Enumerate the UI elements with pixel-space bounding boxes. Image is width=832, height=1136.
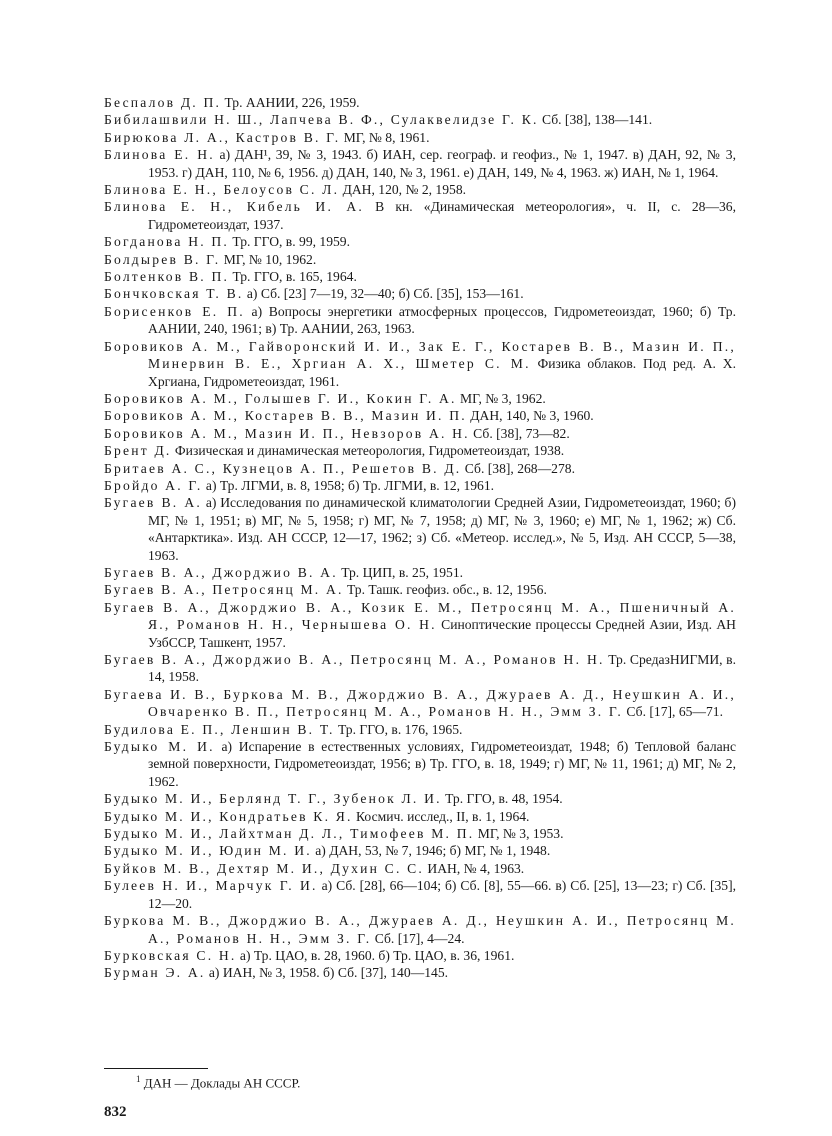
reference-authors: Борисенков Е. П. bbox=[104, 303, 245, 319]
reference-source: а) Исследования по динамической климатологии Средней Азии, Гидрометеоиздат, 1960; б) МГ, № 1, 1951; в) МГ, № 5, 1958; г) МГ, № 7, 1958; д) МГ, № 3, 1960; е) МГ, № 1, 1962; ж) Сб. «Антарктика». Изд. АН СССР, 12—17, 1962; з) Сб. «Метеор. исслед.», № 5, Изд. АН СССР, 5—38, 1963. bbox=[148, 495, 736, 563]
reference-authors: Булеев Н. И., Марчук Г. И. bbox=[104, 878, 318, 894]
footnote-divider bbox=[104, 1068, 208, 1069]
reference-source: а) Сб. [28], 66—104; б) Сб. [8], 55—66. в) Сб. [25], 13—23; г) Сб. [35], 12—20. bbox=[148, 878, 736, 911]
reference-source: Тр. ГГО, в. 176, 1965. bbox=[334, 721, 463, 737]
reference-entry bbox=[104, 947, 736, 964]
reference-authors: Блинова Е. Н., Кибель И. А. bbox=[104, 199, 365, 215]
reference-authors: Бритаев А. С., Кузнецов А. П., Решетов В. Д. bbox=[104, 460, 462, 476]
reference-entry bbox=[104, 268, 736, 285]
reference-authors: Бугаев В. А., Джорджио В. А. bbox=[104, 564, 338, 580]
reference-source: МГ, № 3, 1953. bbox=[474, 826, 564, 842]
page-number: 832 bbox=[104, 1104, 127, 1120]
reference-source: Тр. Ташк. геофиз. обс., в. 12, 1956. bbox=[343, 582, 547, 598]
reference-source: Физическая и динамическая метеорология, Гидрометеоиздат, 1938. bbox=[171, 443, 565, 459]
reference-source: Синоптические процессы Средней Азии, Изд. АН УзбССР, Ташкент, 1957. bbox=[148, 617, 736, 650]
reference-entry bbox=[104, 198, 736, 233]
reference-source: Тр. ЦИП, в. 25, 1951. bbox=[337, 564, 464, 580]
reference-authors: Бугаев В. А., Джорджио В. А., Петросянц М. А., Романов Н. Н. bbox=[104, 652, 605, 667]
reference-authors: Будыко М. И., Юдин М. И. bbox=[104, 843, 312, 859]
reference-source: Тр. ГГО, в. 99, 1959. bbox=[229, 234, 350, 250]
reference-entry bbox=[104, 790, 736, 807]
reference-source: а) ДАН¹, 39, № 3, 1943. б) ИАН, сер. географ. и геофиз., № 1, 1947. в) ДАН, 92, № 3, 1953. г) ДАН, 110, № 6, 1956. д) ДАН, 140, № 3, 1961. е) ДАН, 149, № 4, 1963. ж) ИАН, № 1, 1964. bbox=[148, 147, 737, 180]
footnote-text: ДАН — Доклады АН СССР. bbox=[140, 1075, 301, 1091]
reference-source: МГ, № 10, 1962. bbox=[220, 251, 317, 267]
reference-source: Сб. [17], 4—24. bbox=[371, 930, 465, 946]
reference-authors: Будыко М. И., Лайхтман Д. Л., Тимофеев М. П. bbox=[104, 826, 475, 842]
reference-source: а) Вопросы энергетики атмосферных процессов, Гидрометеоиздат, 1960; б) Тр. ААНИИ, 240, 1961; в) Тр. ААНИИ, 263, 1963. bbox=[148, 303, 736, 337]
reference-authors: Брент Д. bbox=[104, 443, 172, 459]
reference-entry bbox=[104, 146, 736, 181]
footnote-marker: 1 bbox=[136, 1074, 141, 1084]
reference-source: Тр. ААНИИ, 226, 1959. bbox=[221, 95, 360, 110]
footnote bbox=[136, 1071, 300, 1091]
reference-entry bbox=[104, 129, 736, 146]
reference-entry bbox=[104, 442, 736, 459]
reference-authors: Бугаев В. А. bbox=[104, 495, 203, 511]
reference-source: МГ, № 8, 1961. bbox=[340, 129, 430, 145]
reference-entry bbox=[104, 686, 736, 721]
reference-source: Тр. СредазНИГМИ, в. 14, 1958. bbox=[148, 652, 736, 685]
reference-entry bbox=[104, 581, 736, 598]
reference-entry bbox=[104, 825, 736, 842]
reference-entry bbox=[104, 877, 736, 912]
reference-authors: Боровиков А. М., Костарев В. В., Мазин И. П. bbox=[104, 408, 467, 424]
reference-authors: Блинова Е. Н., Белоусов С. Л. bbox=[104, 182, 340, 198]
reference-entry bbox=[104, 964, 736, 981]
reference-source: а) Тр. ЛГМИ, в. 8, 1958; б) Тр. ЛГМИ, в. 12, 1961. bbox=[202, 477, 495, 493]
reference-entry bbox=[104, 494, 736, 564]
reference-source: Тр. ГГО, в. 165, 1964. bbox=[229, 269, 357, 285]
reference-entry bbox=[104, 808, 736, 825]
reference-source: В кн. «Динамическая метеорология», ч. II, с. 28—36, Гидрометеоиздат, 1937. bbox=[148, 199, 736, 232]
reference-source: Сб. [17], 65—71. bbox=[623, 704, 723, 720]
reference-source: а) ДАН, 53, № 7, 1946; б) МГ, № 1, 1948. bbox=[311, 843, 551, 859]
reference-authors: Бугаев В. А., Петросянц М. А. bbox=[104, 582, 344, 598]
reference-authors: Боровиков А. М., Мазин И. П., Невзоров А. Н. bbox=[104, 425, 470, 441]
reference-entry bbox=[104, 651, 736, 686]
reference-source: Сб. [38], 268—278. bbox=[461, 460, 575, 476]
reference-authors: Болтенков В. П. bbox=[104, 269, 230, 285]
reference-entry bbox=[104, 860, 736, 877]
reference-entry bbox=[104, 842, 736, 859]
reference-source: Космич. исслед., II, в. 1, 1964. bbox=[352, 808, 530, 824]
reference-entry bbox=[104, 721, 736, 738]
reference-source: Физика облаков. Под ред. А. Х. Хргиана, Гидрометеоиздат, 1961. bbox=[148, 356, 736, 389]
reference-entry bbox=[104, 477, 736, 494]
reference-authors: Бурковская С. Н. bbox=[104, 947, 237, 963]
reference-entry bbox=[104, 564, 736, 581]
reference-authors: Болдырев В. Г. bbox=[104, 251, 221, 267]
reference-source: Сб. [38], 138—141. bbox=[538, 112, 653, 128]
reference-entry bbox=[104, 599, 736, 651]
reference-authors: Буйков М. В., Дехтяр М. И., Духин С. С. bbox=[104, 860, 425, 876]
reference-entry bbox=[104, 460, 736, 477]
reference-entry bbox=[104, 338, 736, 390]
reference-source: Сб. [38], 73—82. bbox=[469, 425, 570, 441]
reference-authors: Бурман Э. А. bbox=[104, 965, 206, 981]
reference-entry bbox=[104, 111, 736, 128]
reference-entry bbox=[104, 738, 736, 790]
reference-entry bbox=[104, 285, 736, 302]
reference-authors: Боровиков А. М., Гайворонский И. И., Зак Е. Г., Костарев В. В., Мазин И. П., Минервин В. Е., Хргиан А. Х., Шметер С. М. bbox=[104, 338, 736, 372]
reference-authors: Будыко М. И., Кондратьев К. Я. bbox=[104, 808, 353, 824]
reference-source: ИАН, № 4, 1963. bbox=[424, 860, 525, 876]
reference-authors: Будыко М. И. bbox=[104, 739, 215, 755]
reference-entry bbox=[104, 181, 736, 198]
reference-source: а) Сб. [23] 7—19, 32—40; б) Сб. [35], 153—161. bbox=[243, 286, 524, 302]
reference-entry bbox=[104, 303, 736, 338]
reference-authors: Будыко М. И., Берлянд Т. Г., Зубенок Л. И. bbox=[104, 791, 442, 807]
reference-authors: Бугаева И. В., Буркова М. В., Джорджио В. А., Джураев А. Д., Неушкин А. И., Овчаренко В. П., Петросянц М. А., Романов Н. Н., Эмм З. Г. bbox=[104, 686, 736, 720]
reference-source: ДАН, 120, № 2, 1958. bbox=[339, 182, 467, 198]
reference-source: а) Тр. ЦАО, в. 28, 1960. б) Тр. ЦАО, в. 36, 1961. bbox=[236, 947, 515, 963]
reference-authors: Будилова Е. П., Леншин В. Т. bbox=[104, 721, 335, 737]
reference-authors: Беспалов Д. П. bbox=[104, 95, 222, 110]
reference-source: а) ИАН, № 3, 1958. б) Сб. [37], 140—145. bbox=[205, 965, 449, 981]
reference-authors: Блинова Е. Н. bbox=[104, 147, 215, 163]
reference-entry bbox=[104, 407, 736, 424]
reference-source: а) Испарение в естественных условиях, Гидрометеоиздат, 1948; б) Тепловой баланс земной поверхности, Гидрометеоиздат, 1956; в) Тр. ГГО, в. 18, 1949; г) МГ, № 11, 1961; д) МГ, № 2, 1962. bbox=[148, 739, 736, 789]
reference-authors: Бройдо А. Г. bbox=[104, 477, 203, 493]
reference-entry bbox=[104, 912, 736, 947]
reference-source: МГ, № 3, 1962. bbox=[456, 390, 546, 406]
reference-entry bbox=[104, 390, 736, 407]
reference-authors: Бибилашвили Н. Ш., Лапчева В. Ф., Сулаквелидзе Г. К. bbox=[104, 112, 539, 128]
reference-source: ДАН, 140, № 3, 1960. bbox=[466, 408, 594, 424]
reference-authors: Бугаев В. А., Джорджио В. А., Козик Е. М., Петросянц М. А., Пшеничный А. Я., Романов Н. Н., Чернышева О. Н. bbox=[104, 599, 736, 633]
reference-authors: Боровиков А. М., Голышев Г. И., Кокин Г. А. bbox=[104, 390, 457, 406]
reference-authors: Бирюкова Л. А., Кастров В. Г. bbox=[104, 129, 341, 145]
reference-list bbox=[104, 94, 736, 982]
reference-source: Тр. ГГО, в. 48, 1954. bbox=[441, 791, 563, 807]
reference-entry bbox=[104, 233, 736, 250]
reference-entry bbox=[104, 94, 736, 111]
reference-authors: Буркова М. В., Джорджио В. А., Джураев А. Д., Неушкин А. И., Петросянц М. А., Романов Н. Н., Эмм З. Г. bbox=[104, 913, 736, 946]
reference-authors: Бончковская Т. В. bbox=[104, 286, 244, 302]
reference-entry bbox=[104, 251, 736, 268]
reference-authors: Богданова Н. П. bbox=[104, 234, 230, 250]
reference-entry bbox=[104, 425, 736, 442]
